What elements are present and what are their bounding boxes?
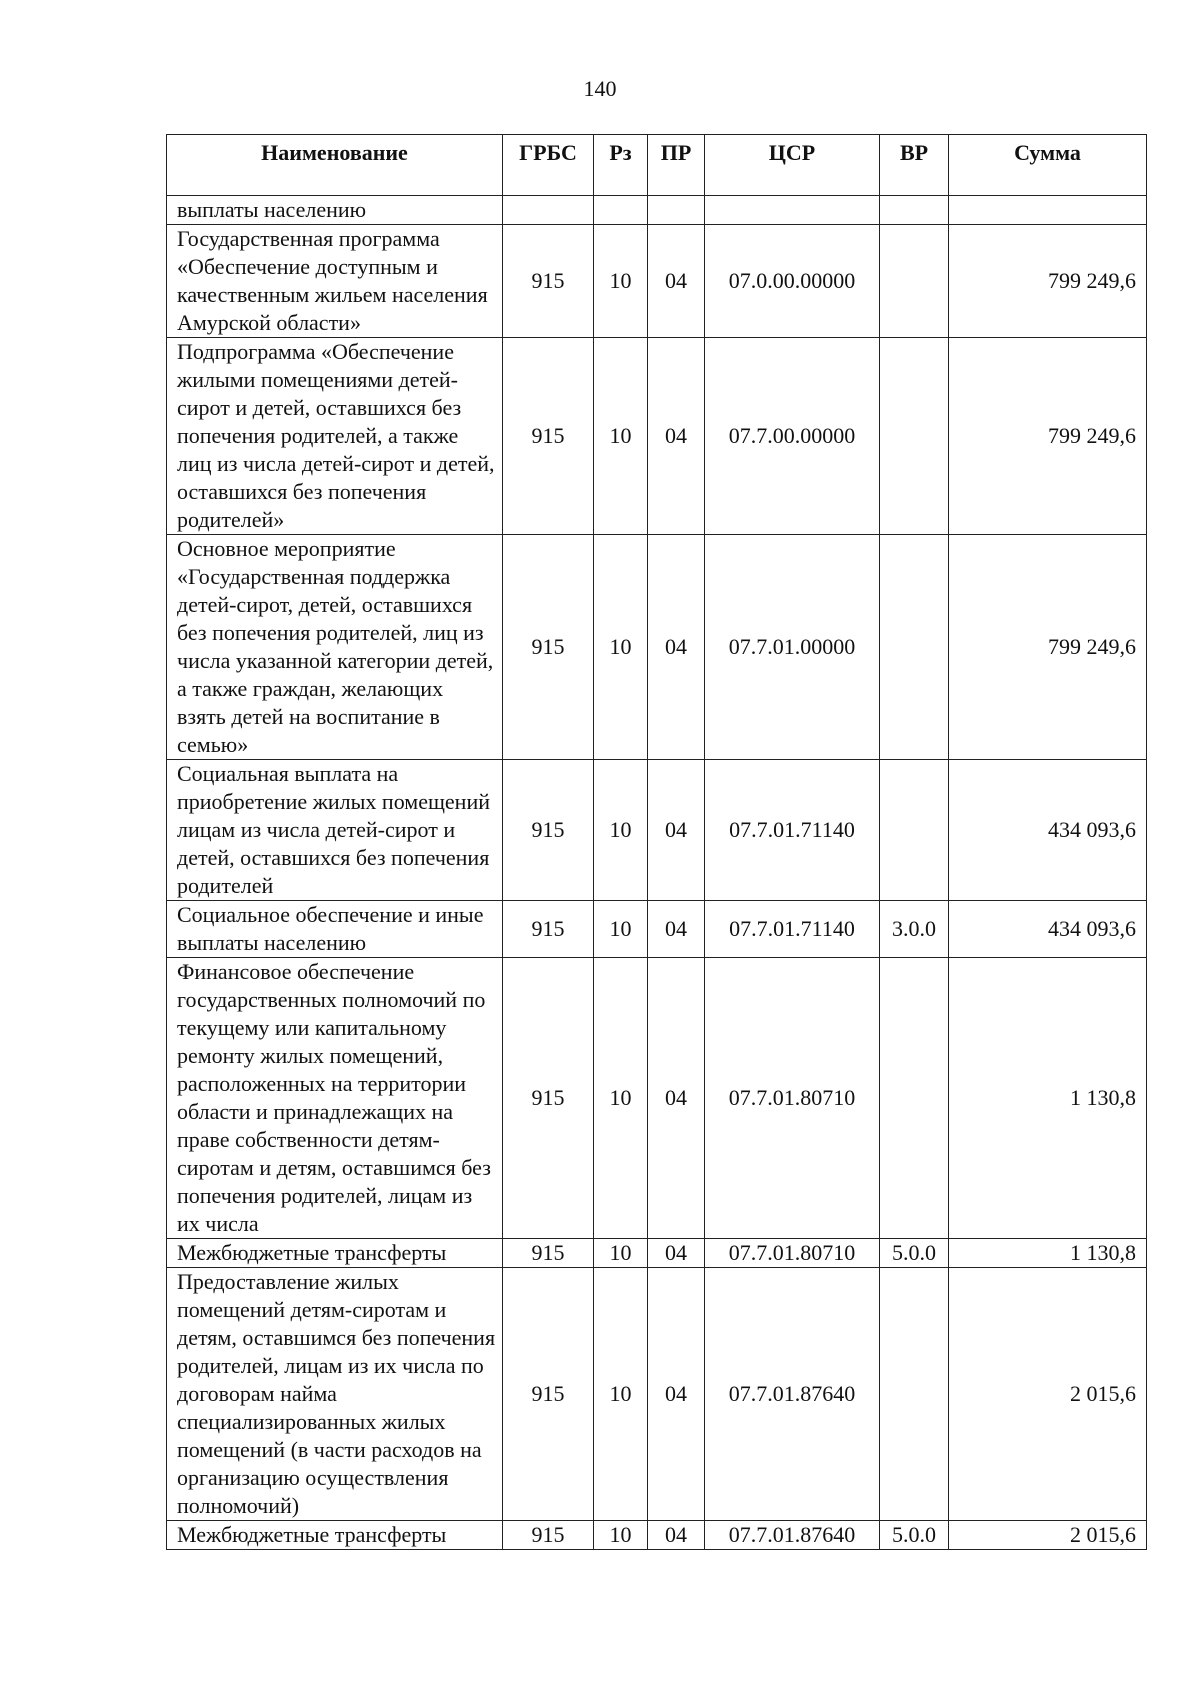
row-pr [648, 196, 705, 225]
row-rz: 10 [594, 958, 648, 1239]
row-vr [880, 196, 949, 225]
header-csr: ЦСР [705, 135, 880, 196]
row-pr: 04 [648, 958, 705, 1239]
row-vr [880, 760, 949, 901]
row-pr: 04 [648, 225, 705, 338]
header-rz: Рз [594, 135, 648, 196]
row-name: Предоставление жилых помещений детям-сиротам и детям, оставшимся без попечения родителей, лицам из их числа по договорам найма специализированных жилых помещений (в части расходов на организацию осуществления полномочий) [167, 1268, 503, 1521]
row-vr: 5.0.0 [880, 1521, 949, 1550]
row-csr: 07.7.01.71140 [705, 760, 880, 901]
row-csr: 07.7.01.71140 [705, 901, 880, 958]
row-vr [880, 1268, 949, 1521]
row-sum: 2 015,6 [949, 1521, 1147, 1550]
row-vr [880, 958, 949, 1239]
row-grbs: 915 [503, 958, 594, 1239]
row-grbs: 915 [503, 1268, 594, 1521]
row-vr [880, 225, 949, 338]
table-row [167, 535, 1147, 760]
table-row [167, 1239, 1147, 1268]
table-row [167, 1268, 1147, 1521]
header-pr: ПР [648, 135, 705, 196]
row-name: Социальное обеспечение и иные выплаты населению [167, 901, 503, 958]
table-header-row [167, 135, 1147, 196]
row-rz: 10 [594, 338, 648, 535]
row-grbs [503, 196, 594, 225]
header-grbs: ГРБС [503, 135, 594, 196]
row-pr: 04 [648, 901, 705, 958]
row-sum: 434 093,6 [949, 760, 1147, 901]
row-rz: 10 [594, 901, 648, 958]
row-sum: 434 093,6 [949, 901, 1147, 958]
header-name: Наименование [167, 135, 503, 196]
row-pr: 04 [648, 760, 705, 901]
table-row [167, 760, 1147, 901]
row-vr [880, 338, 949, 535]
table-row [167, 196, 1147, 225]
row-rz [594, 196, 648, 225]
row-csr [705, 196, 880, 225]
row-vr: 5.0.0 [880, 1239, 949, 1268]
page-number: 140 [583, 76, 617, 101]
header-vr: ВР [880, 135, 949, 196]
row-rz: 10 [594, 1239, 648, 1268]
row-grbs: 915 [503, 338, 594, 535]
row-grbs: 915 [503, 225, 594, 338]
table-row [167, 901, 1147, 958]
row-vr: 3.0.0 [880, 901, 949, 958]
row-grbs: 915 [503, 535, 594, 760]
row-vr [880, 535, 949, 760]
row-sum: 799 249,6 [949, 225, 1147, 338]
row-name: Социальная выплата на приобретение жилых помещений лицам из числа детей-сирот и детей, оставшихся без попечения родителей [167, 760, 503, 901]
row-sum: 1 130,8 [949, 1239, 1147, 1268]
row-name: Межбюджетные трансферты [167, 1521, 503, 1550]
row-rz: 10 [594, 535, 648, 760]
table-row [167, 958, 1147, 1239]
row-name: Финансовое обеспечение государственных полномочий по текущему или капитальному ремонту жилых помещений, расположенных на территории области и принадлежащих на праве собственности детям-сиротам и детям, оставшимся без попечения родителей, лицам из их числа [167, 958, 503, 1239]
row-csr: 07.7.01.80710 [705, 1239, 880, 1268]
row-pr: 04 [648, 338, 705, 535]
row-grbs: 915 [503, 1521, 594, 1550]
row-name: выплаты населению [167, 196, 503, 225]
row-grbs: 915 [503, 901, 594, 958]
row-sum: 799 249,6 [949, 535, 1147, 760]
row-rz: 10 [594, 760, 648, 901]
table-row [167, 338, 1147, 535]
budget-table [166, 134, 1147, 1550]
row-name: Межбюджетные трансферты [167, 1239, 503, 1268]
table-row [167, 225, 1147, 338]
row-sum [949, 196, 1147, 225]
row-pr: 04 [648, 1521, 705, 1550]
row-name: Основное мероприятие «Государственная поддержка детей-сирот, детей, оставшихся без попечения родителей, лиц из числа указанной категории детей, а также граждан, желающих взять детей на воспитание в семью» [167, 535, 503, 760]
row-csr: 07.7.01.87640 [705, 1521, 880, 1550]
header-sum: Сумма [949, 135, 1147, 196]
row-name: Подпрограмма «Обеспечение жилыми помещениями детей-сирот и детей, оставшихся без попечения родителей, а также лиц из числа детей-сирот и детей, оставшихся без попечения родителей» [167, 338, 503, 535]
table-row [167, 1521, 1147, 1550]
row-csr: 07.7.01.80710 [705, 958, 880, 1239]
row-sum: 1 130,8 [949, 958, 1147, 1239]
row-csr: 07.0.00.00000 [705, 225, 880, 338]
row-rz: 10 [594, 225, 648, 338]
row-sum: 799 249,6 [949, 338, 1147, 535]
row-name: Государственная программа «Обеспечение доступным и качественным жильем населения Амурской области» [167, 225, 503, 338]
row-grbs: 915 [503, 1239, 594, 1268]
row-csr: 07.7.01.00000 [705, 535, 880, 760]
row-rz: 10 [594, 1268, 648, 1521]
row-sum: 2 015,6 [949, 1268, 1147, 1521]
row-grbs: 915 [503, 760, 594, 901]
row-pr: 04 [648, 1239, 705, 1268]
row-csr: 07.7.01.87640 [705, 1268, 880, 1521]
row-rz: 10 [594, 1521, 648, 1550]
row-csr: 07.7.00.00000 [705, 338, 880, 535]
row-pr: 04 [648, 1268, 705, 1521]
row-pr: 04 [648, 535, 705, 760]
